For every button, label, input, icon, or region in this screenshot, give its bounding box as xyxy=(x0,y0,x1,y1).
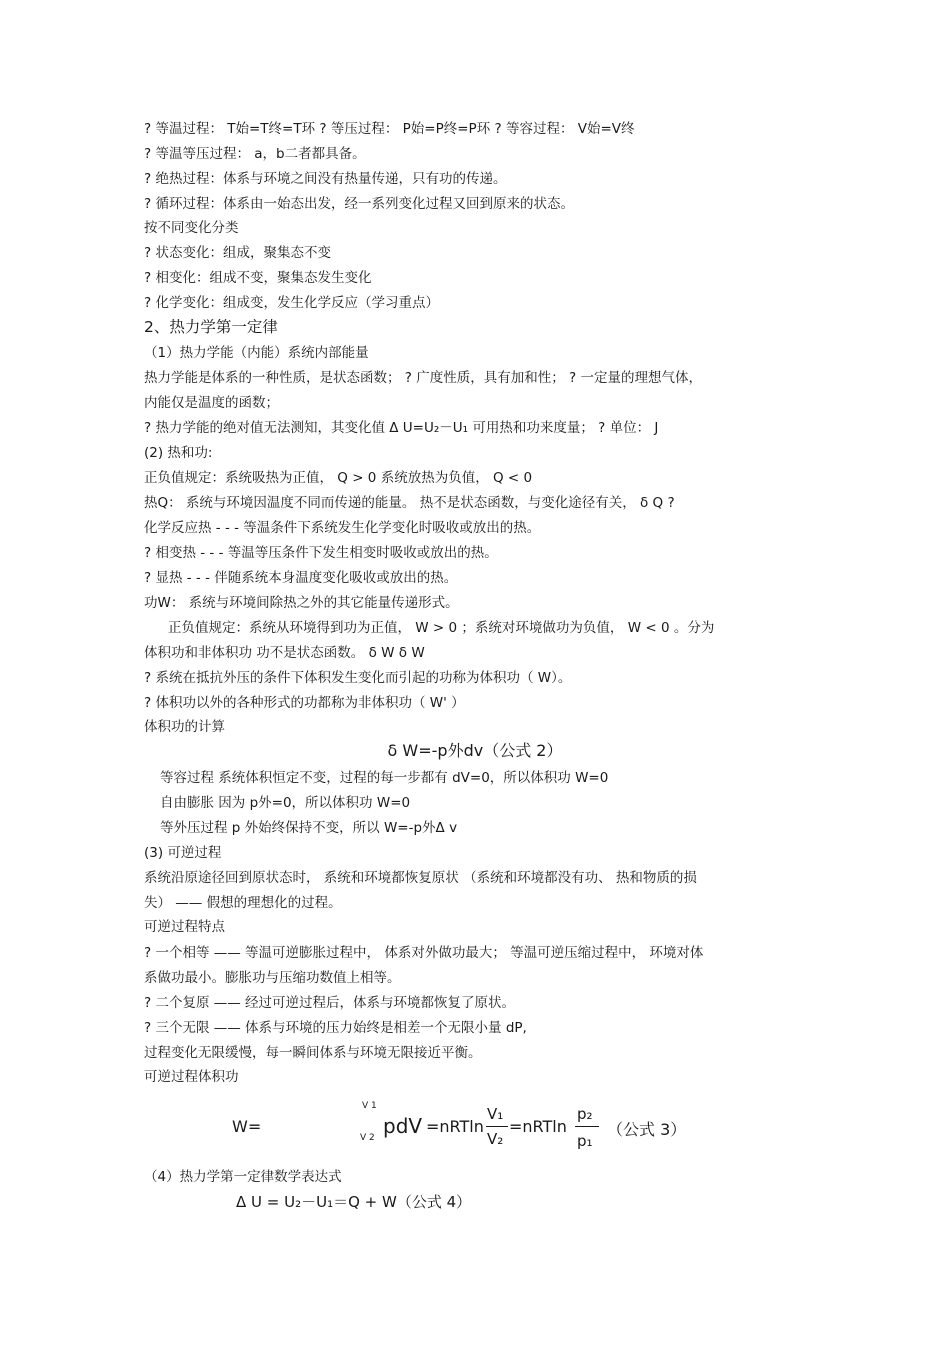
text-line: 自由膨胀 因为 p外=0，所以体积功 W=0 xyxy=(160,795,411,811)
text-line: 功W： 系统与环境间除热之外的其它能量传递形式。 xyxy=(144,595,459,611)
text-line: ? 相变热 - - - 等温等压条件下发生相变时吸收或放出的热。 xyxy=(144,545,498,561)
section-label: 可逆过程特点 xyxy=(144,919,225,935)
text-line: 热Q： 系统与环境因温度不同而传递的能量。 热不是状态函数，与变化途径有关， δ Q ? xyxy=(144,495,675,511)
section-label: 按不同变化分类 xyxy=(144,220,239,236)
integral-lower-limit: V 2 xyxy=(360,1133,375,1143)
formula-4: Δ U = U₂－U₁＝Q + W（公式 4） xyxy=(236,1193,472,1211)
text-line: 系做功最小。膨胀功与压缩功数值上相等。 xyxy=(144,970,401,986)
subsection-heading: （4）热力学第一定律数学表达式 xyxy=(144,1169,342,1185)
text-line: 失） —— 假想的理想化的过程。 xyxy=(144,895,342,911)
subsection-heading: (2) 热和功: xyxy=(144,445,213,461)
text-line: ? 等温等压过程： a，b二者都具备。 xyxy=(144,146,366,162)
text-line: 化学反应热 - - - 等温条件下系统发生化学变化时吸收或放出的热。 xyxy=(144,520,541,536)
text-line: 热力学能是体系的一种性质，是状态函数； ? 广度性质，具有加和性； ? 一定量的理想气体， xyxy=(144,370,702,386)
text-line: 体积功和非体积功 功不是状态函数。 δ W δ W xyxy=(144,645,425,661)
text-line: 过程变化无限缓慢，每一瞬间体系与环境无限接近平衡。 xyxy=(144,1045,482,1061)
fraction-numerator: p₂ xyxy=(577,1105,593,1123)
text-line: ? 绝热过程：体系与环境之间没有热量传递，只有功的传递。 xyxy=(144,171,507,187)
text-line: ? 相变化：组成不变，聚集态发生变化 xyxy=(144,270,372,286)
text-line: ? 系统在抵抗外压的条件下体积发生变化而引起的功称为体积功（ W）。 xyxy=(144,670,572,686)
text-line: 系统沿原途径回到原状态时， 系统和环境都恢复原状 （系统和环境都没有功、 热和物质的损 xyxy=(144,870,697,886)
text-line: ? 一个相等 —— 等温可逆膨胀过程中， 体系对外做功最大； 等温可逆压缩过程中， 环境对体 xyxy=(144,945,704,961)
text-line: ? 显热 - - - 伴随系统本身温度变化吸收或放出的热。 xyxy=(144,570,458,586)
fraction-numerator: V₁ xyxy=(487,1105,504,1123)
text-line: 正负值规定：系统从环境得到功为正值， W > 0 ；系统对环境做功为负值， W < 0 。分为 xyxy=(168,620,715,636)
text-line: ? 二个复原 —— 经过可逆过程后，体系与环境都恢复了原状。 xyxy=(144,995,516,1011)
fraction-bar xyxy=(575,1126,599,1127)
integrand: pdV xyxy=(383,1114,423,1138)
formula-tag: （公式 3） xyxy=(607,1120,687,1139)
text-line: 正负值规定：系统吸热为正值， Q > 0 系统放热为负值， Q < 0 xyxy=(144,470,533,486)
text-line: ? 热力学能的绝对值无法测知，其变化值 Δ U=U₂－U₁ 可用热和功来度量； ? 单位： J xyxy=(144,420,659,436)
formula-lhs: W= xyxy=(232,1117,262,1136)
formula-term: =nRTln xyxy=(509,1117,567,1136)
text-line: ? 化学变化：组成变，发生化学反应（学习重点） xyxy=(144,295,439,311)
fraction-denominator: V₂ xyxy=(487,1130,504,1148)
fraction-denominator: p₁ xyxy=(577,1132,593,1150)
formula-term: =nRTln xyxy=(426,1117,484,1136)
text-line: ? 等温过程： T始=T终=T环 ? 等压过程： P始=P终=P环 ? 等容过程： V始=V终 xyxy=(144,121,635,137)
section-label: 体积功的计算 xyxy=(144,719,225,735)
text-line: 等外压过程 p 外始终保持不变，所以 W=-p外Δ v xyxy=(160,820,458,836)
text-line: 等容过程 系统体积恒定不变，过程的每一步都有 dV=0，所以体积功 W=0 xyxy=(160,770,609,786)
text-line: ? 状态变化：组成，聚集态不变 xyxy=(144,245,331,261)
section-label: 可逆过程体积功 xyxy=(144,1069,239,1085)
formula-2: δ W=-p外dv（公式 2） xyxy=(387,741,563,760)
fraction-bar xyxy=(486,1126,508,1127)
text-line: ? 三个无限 —— 体系与环境的压力始终是相差一个无限小量 dP, xyxy=(144,1020,527,1036)
text-line: ? 循环过程：体系由一始态出发，经一系列变化过程又回到原来的状态。 xyxy=(144,196,574,212)
text-line: ? 体积功以外的各种形式的功都称为非体积功（ W' ） xyxy=(144,695,465,711)
text-line: 内能仅是温度的函数； xyxy=(144,395,279,411)
subsection-heading: (3) 可逆过程 xyxy=(144,845,222,861)
integral-upper-limit: V 1 xyxy=(362,1101,377,1111)
section-heading: 2、热力学第一定律 xyxy=(144,318,278,336)
subsection-heading: （1）热力学能（内能）系统内部能量 xyxy=(144,345,369,361)
